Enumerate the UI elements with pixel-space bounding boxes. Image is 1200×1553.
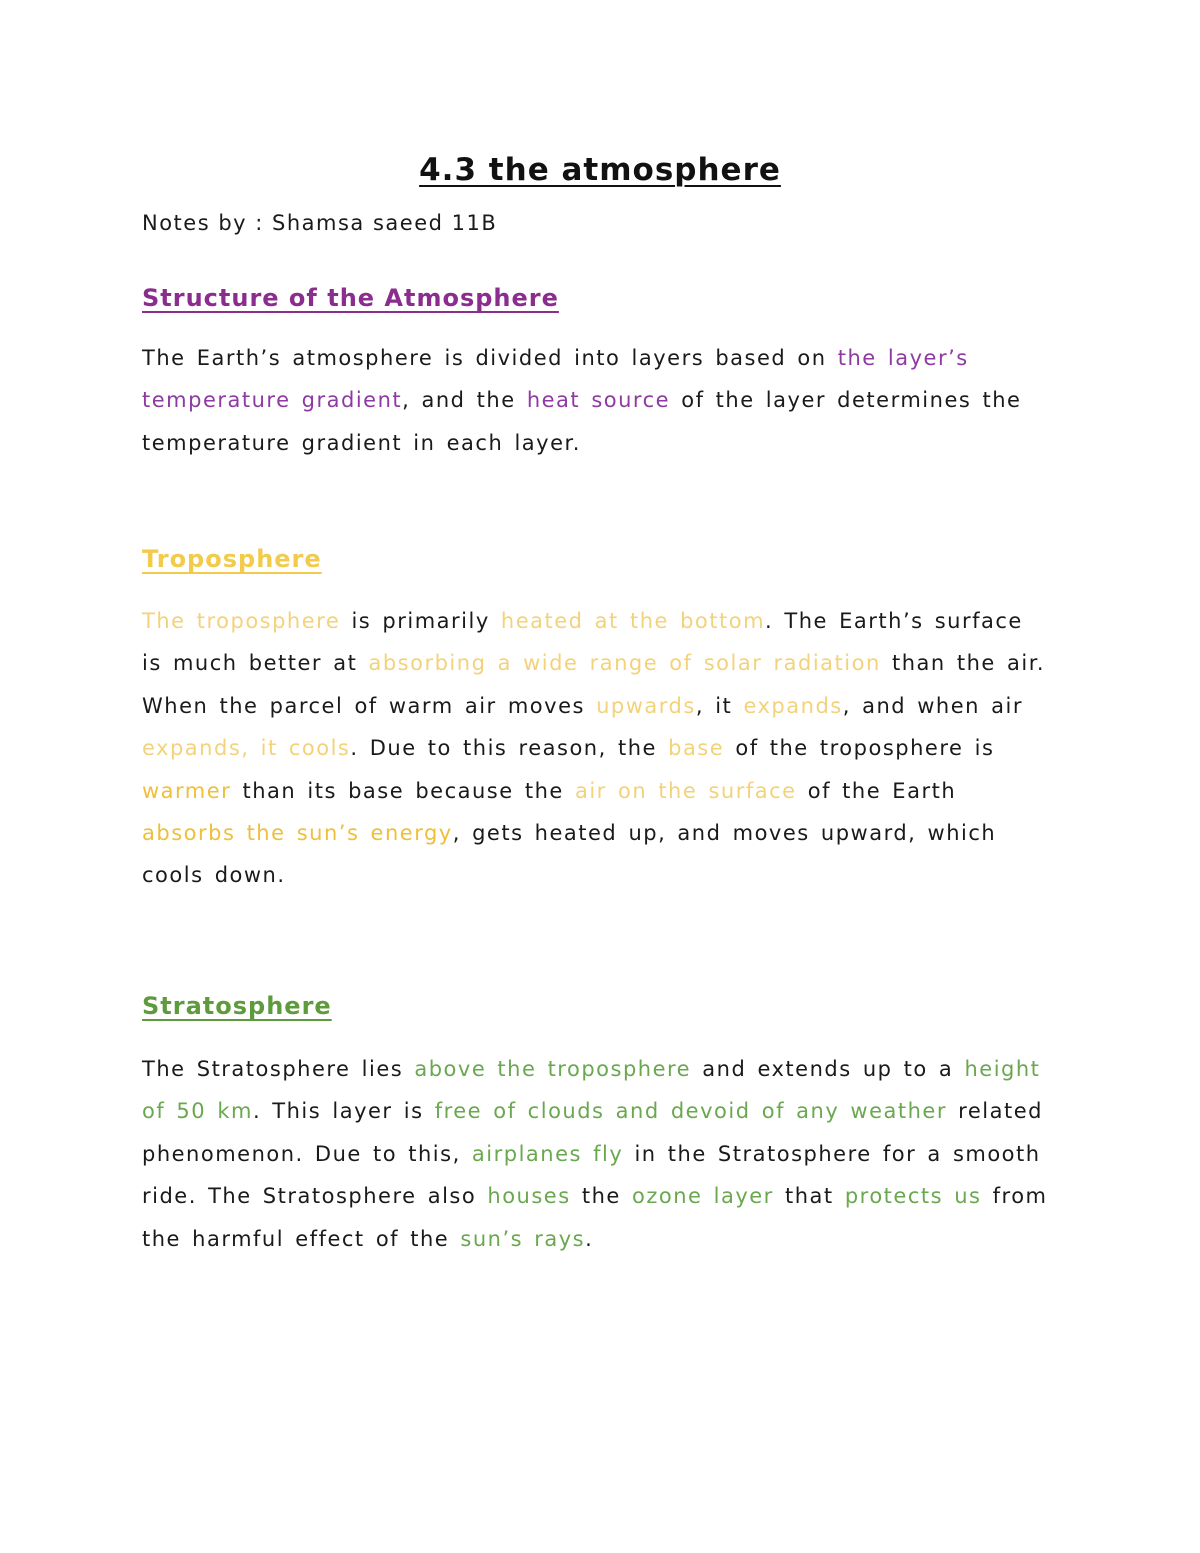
- paragraph-line: [142, 379, 1062, 421]
- text-segment: is much better at: [142, 651, 369, 676]
- text-segment: . This layer is: [252, 1099, 435, 1124]
- paragraph-line: [142, 685, 1062, 727]
- text-segment: ride. The Stratosphere also: [142, 1184, 488, 1209]
- highlight-segment: absorbs the sun’s energy: [142, 821, 453, 846]
- highlight-segment: absorbing a wide range of solar radiation: [368, 651, 881, 676]
- highlight-segment: air on the surface: [574, 778, 797, 803]
- text-segment: , and when air: [842, 693, 1023, 718]
- highlight-segment: free of clouds and devoid of any weather: [434, 1099, 947, 1124]
- highlight-segment: airplanes fly: [471, 1141, 624, 1166]
- text-segment: the: [570, 1184, 632, 1209]
- paragraph-stratosphere: [142, 1048, 1062, 1260]
- highlight-segment: The troposphere: [142, 609, 341, 633]
- text-segment: , gets heated up, and moves upward, which: [452, 821, 997, 846]
- highlight-segment: heated at the bottom: [500, 609, 766, 633]
- highlight-segment: expands: [743, 693, 843, 718]
- paragraph-line: [142, 770, 1062, 812]
- text-segment: temperature gradient in each layer.: [142, 430, 581, 455]
- text-segment: than its base because the: [231, 778, 575, 803]
- text-segment: is primarily: [340, 609, 501, 633]
- text-segment: When the parcel of warm air moves: [142, 693, 597, 718]
- highlight-segment: base: [668, 736, 725, 761]
- author-line: Notes by : Shamsa saeed 11B: [142, 211, 498, 235]
- text-segment: in the Stratosphere for a smooth: [623, 1141, 1041, 1166]
- document-title: 4.3 the atmosphere: [419, 152, 781, 188]
- text-segment: of the troposphere is: [724, 736, 995, 761]
- highlight-segment: protects us: [844, 1184, 982, 1209]
- text-segment: . The Earth’s surface: [765, 609, 1023, 633]
- highlight-segment: temperature gradient: [142, 388, 403, 413]
- highlight-segment: expands, it cools: [142, 736, 351, 761]
- text-segment: . Due to this reason, the: [350, 736, 669, 761]
- highlight-segment: the layer’s: [837, 346, 969, 370]
- paragraph-line: [142, 1090, 1062, 1132]
- paragraph-line: [142, 854, 1062, 896]
- paragraph-line: [142, 337, 1062, 379]
- paragraph-line: [142, 642, 1062, 684]
- highlight-segment: warmer: [142, 778, 232, 803]
- text-segment: , it: [695, 693, 744, 718]
- highlight-segment: of 50 km: [142, 1099, 253, 1124]
- paragraph-line: [142, 600, 1062, 642]
- heading-troposphere: Troposphere: [142, 545, 322, 573]
- text-segment: that: [773, 1184, 845, 1209]
- paragraph-line: [142, 1133, 1062, 1175]
- highlight-segment: ozone layer: [632, 1184, 774, 1209]
- highlight-segment: upwards: [596, 693, 696, 718]
- highlight-segment: houses: [487, 1184, 571, 1209]
- highlight-segment: above the troposphere: [414, 1057, 692, 1081]
- text-segment: of the Earth: [796, 778, 957, 803]
- paragraph-line: [142, 727, 1062, 769]
- paragraph-line: [142, 1218, 1062, 1260]
- text-segment: cools down.: [142, 863, 286, 888]
- text-segment: The Stratosphere lies: [142, 1057, 415, 1081]
- text-segment: The Earth’s atmosphere is divided into layers based on: [142, 346, 838, 370]
- text-segment: related: [946, 1099, 1043, 1124]
- text-segment: of the layer determines the: [670, 388, 1022, 413]
- heading-stratosphere: Stratosphere: [142, 992, 332, 1020]
- text-segment: the harmful effect of the: [142, 1226, 461, 1251]
- paragraph-troposphere: [142, 600, 1062, 897]
- text-segment: and extends up to a: [691, 1057, 965, 1081]
- paragraph-line: [142, 422, 1062, 464]
- paragraph-line: [142, 812, 1062, 854]
- text-segment: .: [585, 1226, 594, 1251]
- text-segment: than the air.: [880, 651, 1046, 676]
- text-segment: , and the: [402, 388, 527, 413]
- highlight-segment: sun’s rays: [460, 1226, 586, 1251]
- highlight-segment: heat source: [526, 388, 671, 413]
- text-segment: phenomenon. Due to this,: [142, 1141, 472, 1166]
- heading-structure: Structure of the Atmosphere: [142, 284, 559, 312]
- paragraph-line: [142, 1175, 1062, 1217]
- paragraph-structure: [142, 337, 1062, 464]
- paragraph-line: [142, 1048, 1062, 1090]
- highlight-segment: height: [964, 1057, 1041, 1081]
- text-segment: from: [981, 1184, 1048, 1209]
